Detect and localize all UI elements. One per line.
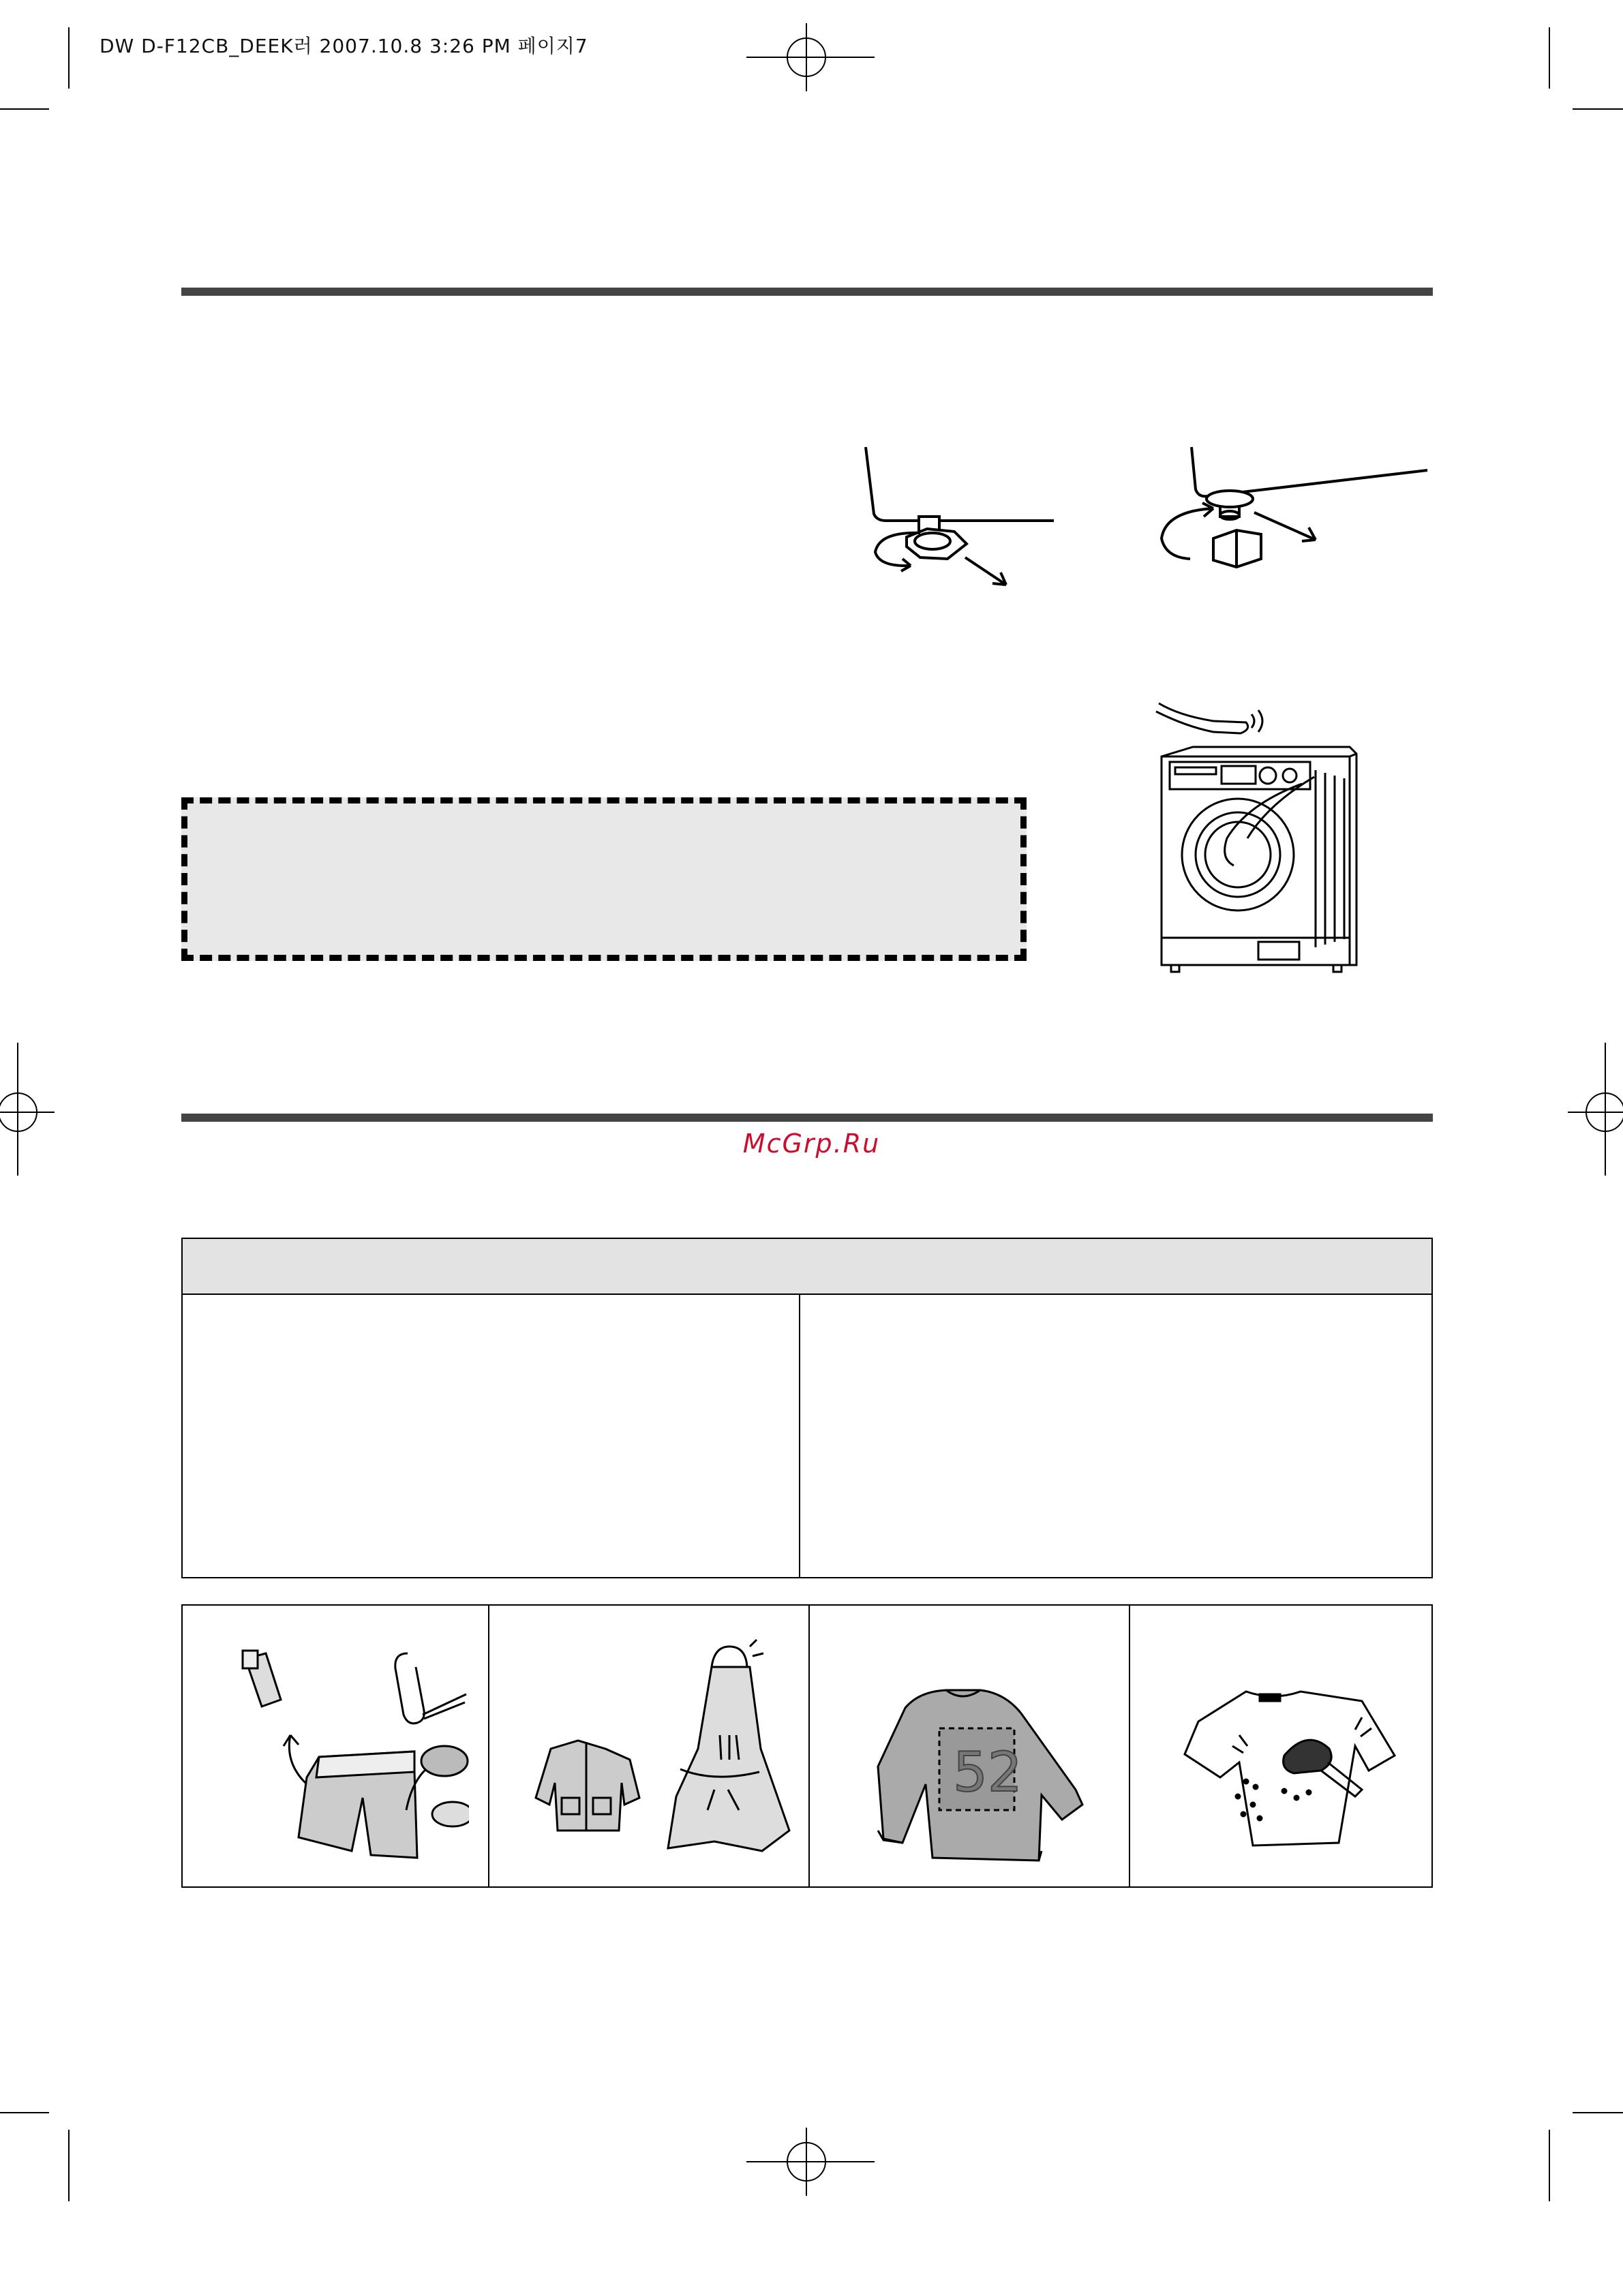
leveling-foot-turn-right-illustration [1145,443,1438,600]
turn-knitwear-inside-out-illustration [837,1626,1110,1871]
note-box [181,797,1027,961]
fasten-zippers-and-ties-illustration [510,1626,796,1871]
leveling-foot-turn-left-illustration [852,443,1077,600]
pretreat-stains-illustration [1157,1626,1416,1871]
strip-divider-3 [1129,1606,1130,1886]
empty-pockets-illustration [210,1626,469,1871]
laundry-sorting-table [181,1238,1433,1578]
laundry-prep-illustration-strip [181,1604,1433,1888]
watermark-text: McGrp.Ru [742,1129,881,1159]
table-header-row [183,1239,1431,1295]
strip-divider-2 [808,1606,810,1886]
print-header: DW D-F12CB_DEEK러 2007.10.8 3:26 PM 페이지7 [100,35,588,57]
washer-rocking-check-illustration [1132,702,1363,981]
table-column-divider [799,1294,800,1577]
section-rule-top [181,288,1433,296]
strip-divider-1 [488,1606,489,1886]
section-rule-middle [181,1114,1433,1122]
svg-text:52: 52 [953,1741,1022,1804]
